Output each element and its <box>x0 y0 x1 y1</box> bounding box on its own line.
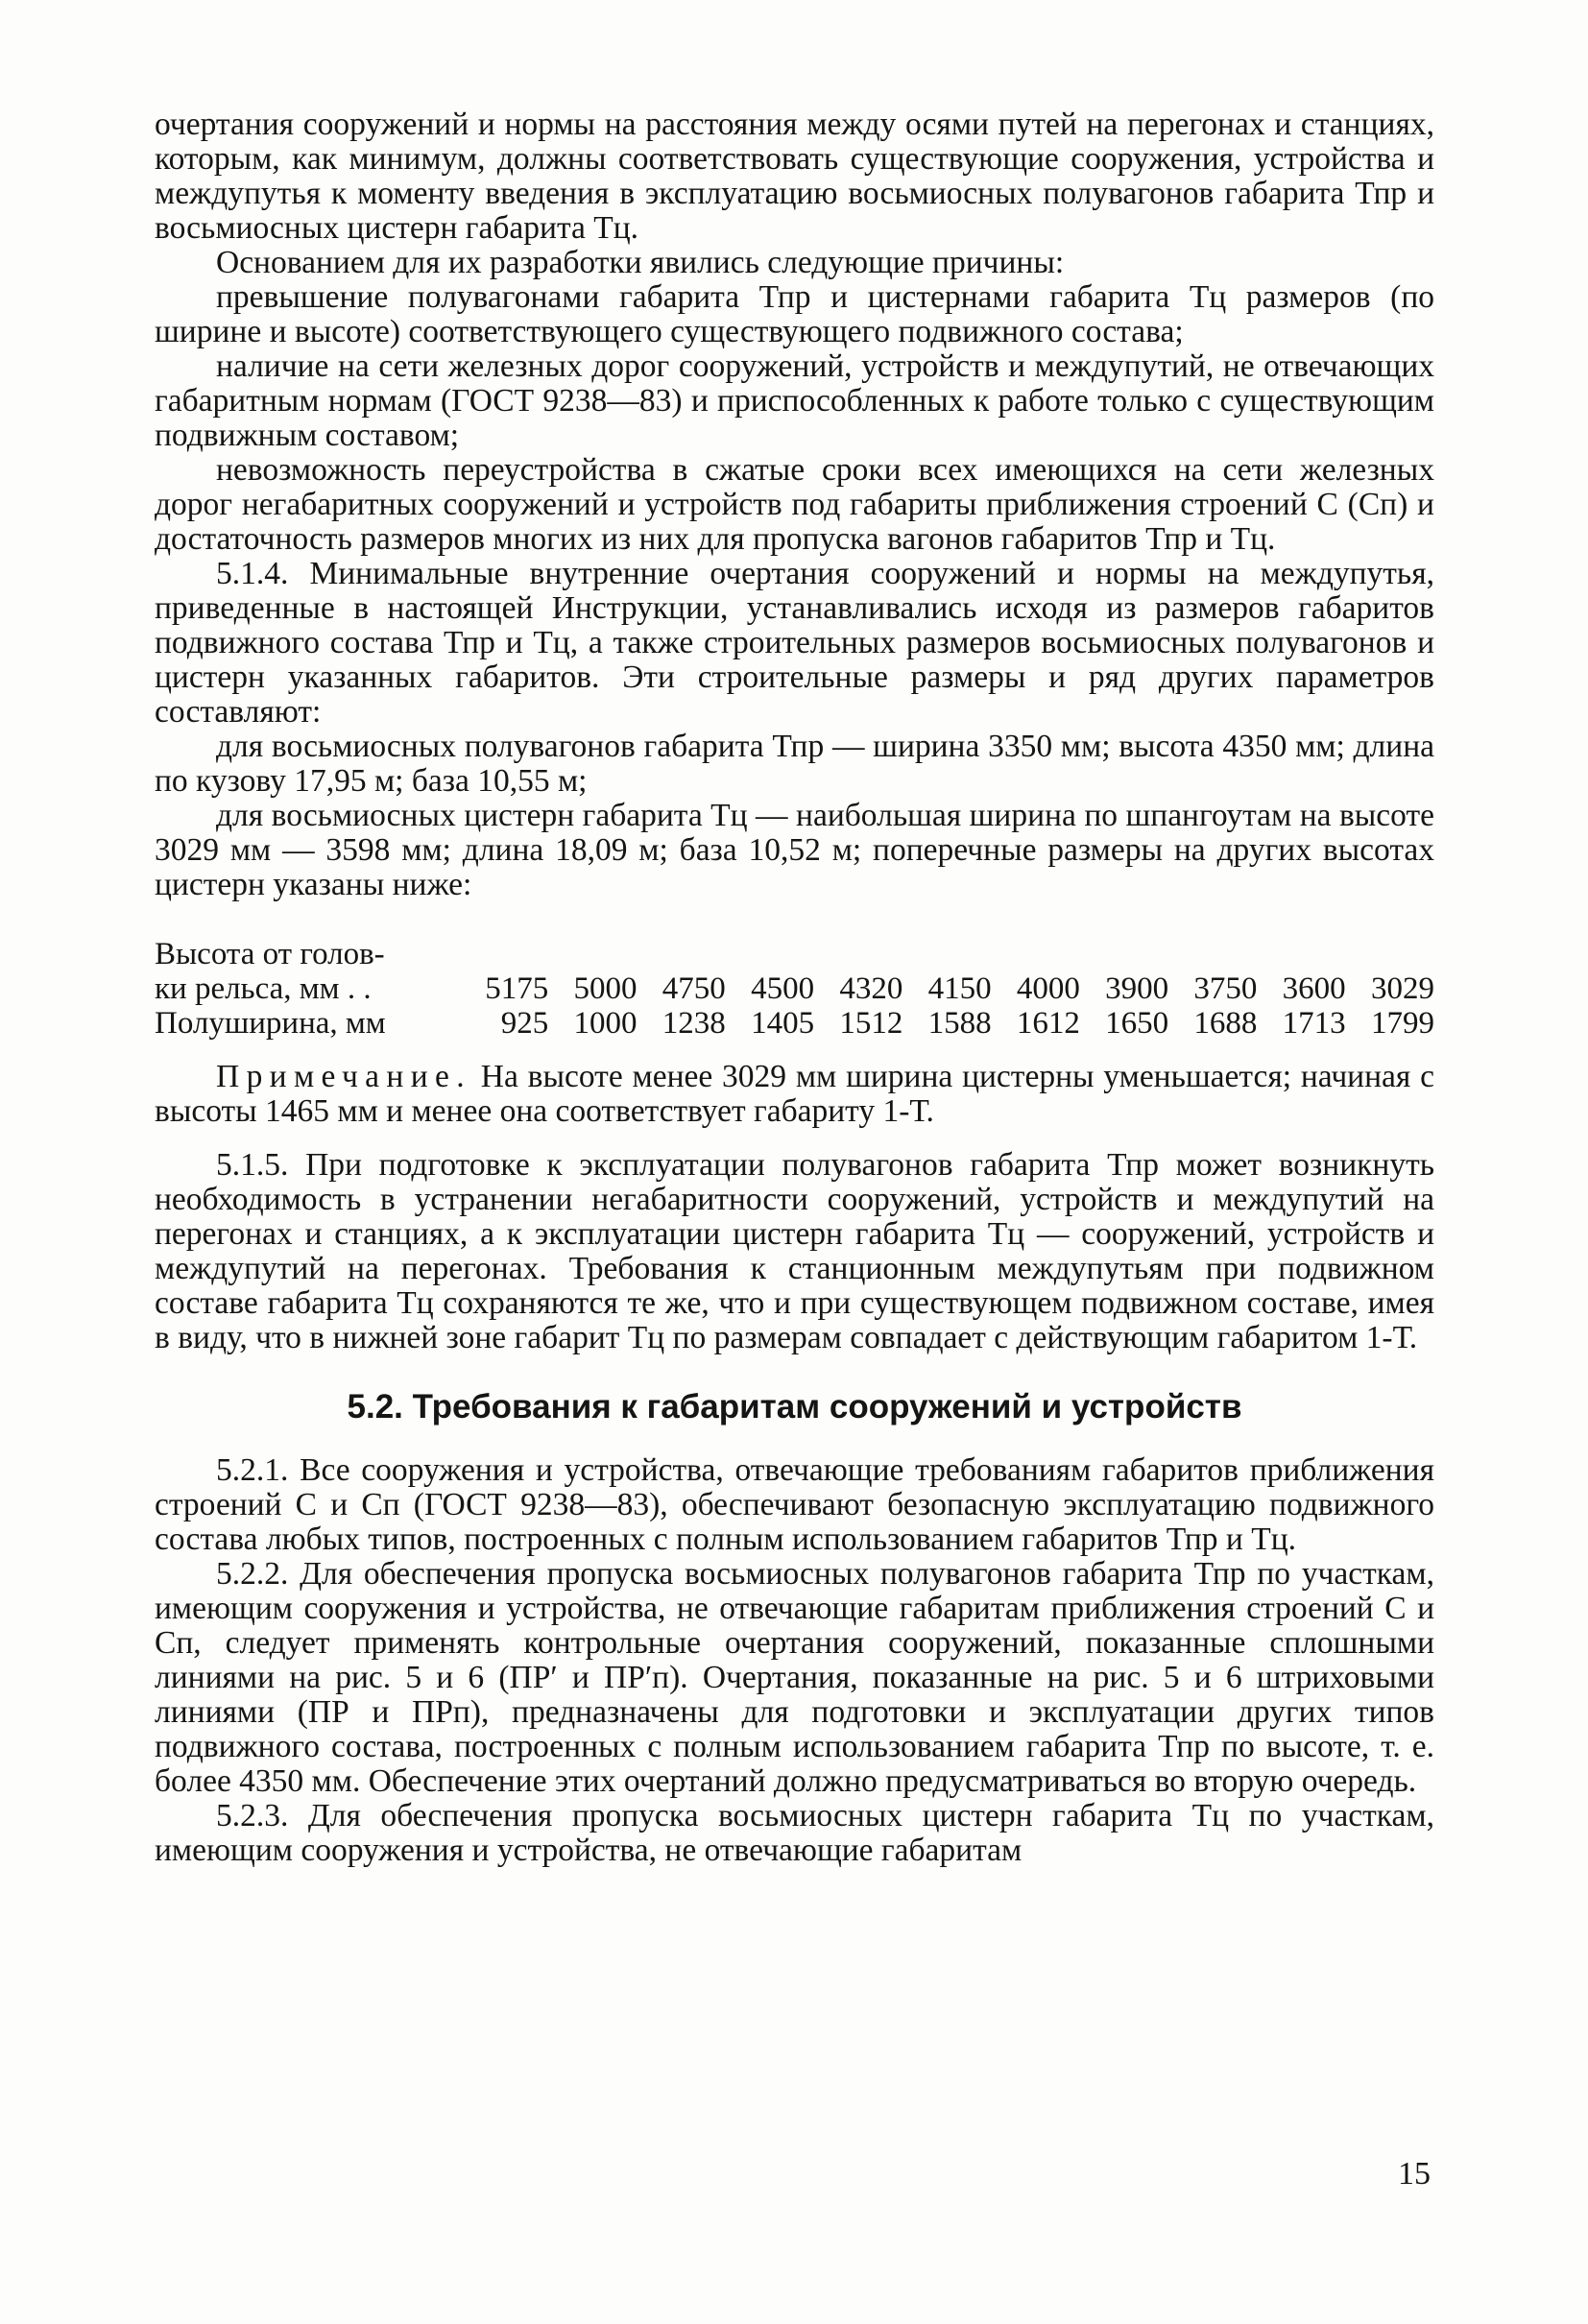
note-paragraph <box>155 1060 1434 1129</box>
spacer <box>155 1041 1434 1060</box>
table-cell: 4320 <box>839 971 903 1006</box>
table-cell: 4750 <box>662 971 726 1006</box>
table-cell: 1612 <box>1016 1006 1080 1041</box>
paragraph: 5.2.3. Для обеспечения пропуска восьмиосных цистерн габарита Тц по участкам, имеющим сооружения и устройства, не отвечающие габаритам <box>155 1798 1434 1868</box>
table-cell: 3029 <box>1371 971 1434 1006</box>
paragraph: 5.1.4. Минимальные внутренние очертания сооружений и нормы на междупутья, приведенные в настоящей Инструкции, устанавливались исходя из размеров габаритов подвижного состава Тпр и Тц, а также строительных размеров восьмиосных полувагонов и цистерн указанных габаритов. Эти строительные размеры и ряд других параметров составляют: <box>155 556 1434 730</box>
table-cell: 4150 <box>927 971 992 1006</box>
section-heading: 5.2. Требования к габаритам сооружений и устройств <box>347 1388 1242 1426</box>
table-row-label: Полуширина, мм <box>155 1006 386 1041</box>
table-cell: 3600 <box>1282 971 1346 1006</box>
table-cell: 3750 <box>1193 971 1258 1006</box>
table-cell: 5175 <box>485 971 549 1006</box>
paragraph: очертания сооружений и нормы на расстояния между осями путей на перегонах и станциях, которым, как минимум, должны соответствовать существующие сооружения, устройства и междупутья к моменту введения в эксплуатацию восьмиосных полувагонов габарита Тпр и восьмиосных цистерн габарита Тц. <box>155 107 1434 246</box>
table-cell: 1000 <box>573 1006 638 1041</box>
table-cell: 5000 <box>573 971 638 1006</box>
paragraph: невозможность переустройства в сжатые сроки всех имеющихся на сети железных дорог негабаритных сооружений и устройств под габариты приближения строений С (Сп) и достаточность размеров многих из них для пропуска вагонов габаритов Тпр и Тц. <box>155 452 1434 557</box>
table-cell: 1238 <box>662 1006 726 1041</box>
table-row <box>155 937 1434 971</box>
height-halfwidth-table <box>155 937 1434 1041</box>
paragraph: превышение полувагонами габарита Тпр и цистернами габарита Тц размеров (по ширине и высоте) соответствующего существующего подвижного состава; <box>155 279 1434 349</box>
table-row <box>155 971 1434 1006</box>
table-row-label: Высота от голов- <box>155 937 385 971</box>
table-cell: 4500 <box>751 971 815 1006</box>
table-cell: 3900 <box>1105 971 1169 1006</box>
paragraph: Основанием для их разработки явились следующие причины: <box>216 245 1065 280</box>
note-label: Примечание. <box>216 1059 471 1094</box>
table-cell: 1650 <box>1105 1006 1169 1041</box>
table-cell: 1512 <box>839 1006 903 1041</box>
spacer <box>155 1129 1434 1148</box>
table-cell: 1713 <box>1282 1006 1346 1041</box>
paragraph: наличие на сети железных дорог сооружений, устройств и междупутий, не отвечающих габаритным нормам (ГОСТ 9238—83) и приспособленных к работе только с существующим подвижным составом; <box>155 348 1434 453</box>
table-cell: 4000 <box>1016 971 1080 1006</box>
text-column <box>155 108 1434 1868</box>
table-row <box>155 1006 1434 1041</box>
table-cell: 1688 <box>1193 1006 1258 1041</box>
paragraph: 5.2.2. Для обеспечения пропуска восьмиосных полувагонов габарита Тпр по участкам, имеющим сооружения и устройства, не отвечающие габаритам приближения строений С и Сп, следует применять контрольные очертания сооружений, показанные сплошными линиями на рис. 5 и 6 (ПР′ и ПР′п). Очертания, показанные на рис. 5 и 6 штриховыми линиями (ПР и ПРп), предназначены для подготовки и эксплуатации других типов подвижного состава, построенных с полным использованием габарита Тпр по высоте, т. е. более 4350 мм. Обеспечение этих очертаний должно предусматриваться во вторую очередь. <box>155 1556 1434 1799</box>
table-cell: 1405 <box>751 1006 815 1041</box>
table-cell: 925 <box>500 1006 549 1041</box>
table-cell: 1588 <box>927 1006 992 1041</box>
note-text: На высоте менее 3029 мм ширина цистерны уменьшается; начиная с высоты 1465 мм и менее она соответствует габариту 1-Т. <box>155 1059 1434 1129</box>
paragraph: 5.1.5. При подготовке к эксплуатации полувагонов габарита Тпр может возникнуть необходимость в устранении негабаритности сооружений, устройств и междупутий на перегонах и станциях, а к эксплуатации цистерн габарита Тц — сооружений, устройств и междупутий на перегонах. Требования к станционным междупутьям при подвижном составе габарита Тц сохраняются те же, что и при существующем подвижном составе, имея в виду, что в нижней зоне габарит Тц по размерам совпадает с действующим габаритом 1-Т. <box>155 1147 1434 1355</box>
paragraph: для восьмиосных цистерн габарита Тц — наибольшая ширина по шпангоутам на высоте 3029 мм — 3598 мм; длина 18,09 м; база 10,52 м; поперечные размеры на других высотах цистерн указаны ниже: <box>155 798 1434 902</box>
paragraph: 5.2.1. Все сооружения и устройства, отвечающие требованиям габаритов приближения строений С и Сп (ГОСТ 9238—83), обеспечивают безопасную эксплуатацию подвижного состава любых типов, построенных с полным использованием габаритов Тпр и Тц. <box>155 1452 1434 1557</box>
table-cell: 1799 <box>1371 1006 1434 1041</box>
page-number: 15 <box>1398 2156 1431 2192</box>
paragraph: для восьмиосных полувагонов габарита Тпр — ширина 3350 мм; высота 4350 мм; длина по кузову 17,95 м; база 10,55 м; <box>155 729 1434 799</box>
spacer <box>155 902 1434 937</box>
table-row-label: ки рельса, мм . . <box>155 971 372 1006</box>
